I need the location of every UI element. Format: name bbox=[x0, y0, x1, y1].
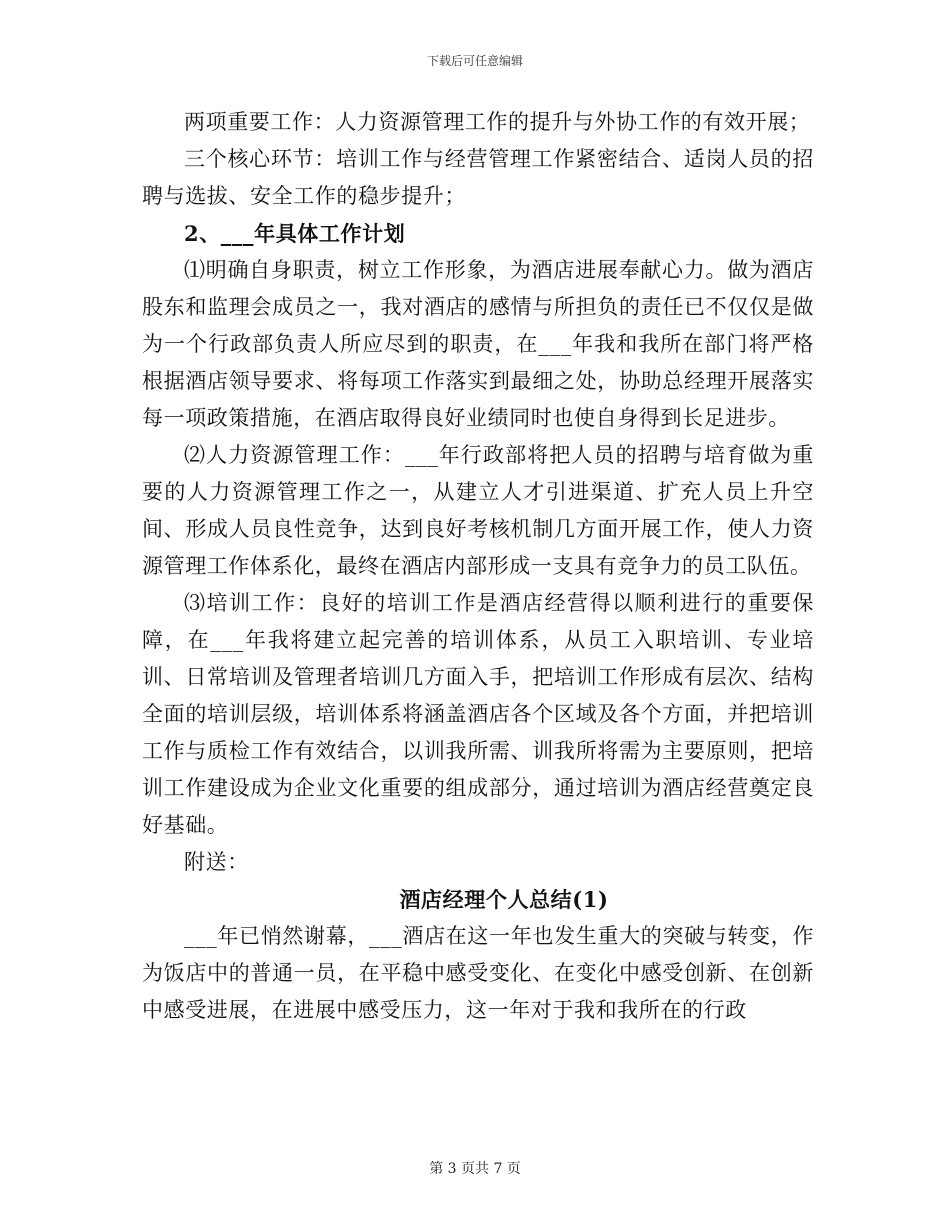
section-heading-work-plan: 2、___年具体工作计划 bbox=[184, 221, 406, 246]
paragraph-item-2: ⑵人力资源管理工作：___年行政部将把人员的招聘与培育做为重要的人力资源管理工作之一，从建立人才引进渠道、扩充人员上升空间、形成人员良性竞争，达到良好考核机制几方面开展工作，使人力资源管理工作体系化，最终在酒店内部形成一支具有竞争力的员工队伍。 bbox=[142, 443, 814, 578]
paragraph-appendix-label: 附送： bbox=[184, 850, 249, 874]
paragraph-three-core-links: 三个核心环节：培训工作与经营管理工作紧密结合、适岗人员的招聘与选拔、安全工作的稳步提升； bbox=[142, 147, 814, 208]
paragraph-item-3: ⑶培训工作：良好的培训工作是酒店经营得以顺利进行的重要保障，在___年我将建立起完善的培训体系，从员工入职培训、专业培训、日常培训及管理者培训几方面入手，把培训工作形成有层次、结构全面的培训层级，培训体系将涵盖酒店各个区域及各个方面，并把培训工作与质检工作有效结合，以训我所需、训我所将需为主要原则，把培训工作建设成为企业文化重要的组成部分，通过培训为酒店经营奠定良好基础。 bbox=[142, 591, 814, 837]
document-body bbox=[142, 104, 814, 1029]
page-footer: 第 3 页共 7 页 bbox=[429, 1161, 521, 1177]
page-header: 下载后可任意编辑 bbox=[426, 54, 523, 68]
paragraph-two-key-tasks: 两项重要工作：人力资源管理工作的提升与外协工作的有效开展； bbox=[184, 110, 811, 134]
paragraph-item-1: ⑴明确自身职责，树立工作形象，为酒店进展奉献心力。做为酒店股东和监理会成员之一，我对酒店的感情与所担负的责任已不仅仅是做为一个行政部负责人所应尽到的职责，在___年我和我所在部门将严格根据酒店领导要求、将每项工作落实到最细之处，协助总经理开展落实每一项政策措施，在酒店取得良好业绩同时也使自身得到长足进步。 bbox=[142, 258, 814, 430]
appendix-title: 酒店经理个人总结(1) bbox=[399, 887, 609, 912]
paragraph-summary-intro: ___年已悄然谢幕，___酒店在这一年也发生重大的突破与转变，作为饭店中的普通一员，在平稳中感受变化、在变化中感受创新、在创新中感受进展，在进展中感受压力，这一年对于我和我所在的行政 bbox=[142, 924, 814, 1022]
